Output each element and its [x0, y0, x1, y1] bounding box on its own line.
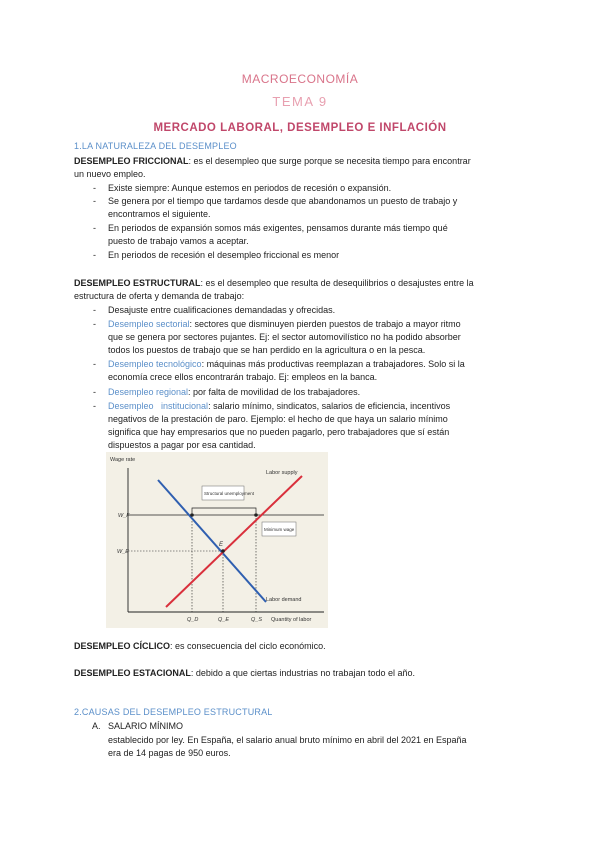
ytick-wf: W_F	[118, 513, 130, 519]
friccional-def-line2: un nuevo empleo.	[74, 169, 146, 179]
list-item-sectorial: - Desempleo sectorial: sectores que disminuyen pierden puestos de trabajo a mayor ritmo que se genera por sectores pujantes. Ej: el sector automovilístico no ha podido absorber todos los puestos de trabajo que se han perdido en la agricultura o en la pesca.	[93, 318, 526, 357]
ciclico-definition	[74, 640, 526, 653]
subheading-a-marker: A.	[92, 721, 101, 731]
tecnologico-line2: economía crece ellos encontrarán trabajo. Ej: empleos en la banca.	[108, 372, 378, 382]
estacional-term: DESEMPLEO ESTACIONAL	[74, 668, 191, 678]
estacional-def: : debido a que ciertas industrias no trabajan todo el año.	[190, 668, 415, 678]
estructural-term: DESEMPLEO ESTRUCTURAL	[74, 278, 201, 288]
point-qd	[190, 513, 194, 517]
list-item: - Existe siempre: Aunque estemos en periodos de recesión o expansión.	[93, 182, 526, 195]
list-item-institucional: - Desempleo institucional: salario mínimo, sindicatos, salarios de eficiencia, incentivos negativos de la prestación de paro. Ejemplo: el hecho de que haya un salario mínimo significa que hay empresarios que no pueden pagarlo, pero trabajadores que sí están dispuestos a pagar por esa cantidad.	[93, 400, 526, 452]
list-item-regional: - Desempleo regional: por falta de movilidad de los trabajadores.	[93, 387, 361, 397]
estructural-definition	[74, 277, 526, 303]
list-item: - En periodos de recesión el desempleo friccional es menor	[93, 249, 526, 262]
friccional-term: DESEMPLEO FRICCIONAL	[74, 156, 189, 166]
structural-annotation-text: Structural unemployment	[204, 491, 255, 496]
tema-heading: TEMA 9	[272, 94, 328, 109]
xlabel: Quantity of labor	[271, 617, 312, 623]
tecnologico-line1: : máquinas más productivas reemplazan a trabajadores. Solo si la	[201, 359, 465, 369]
supply-label: Labor supply	[266, 470, 298, 476]
xtick-qe: Q_E	[218, 617, 230, 623]
salario-minimo-line2: era de 14 pagas de 950 euros.	[108, 748, 231, 758]
ciclico-term: DESEMPLEO CÍCLICO	[74, 641, 171, 651]
point-equilibrium	[221, 549, 225, 553]
list-item: - En periodos de expansión somos más exigentes, pensamos durante más tiempo qué puesto de trabajo vamos a aceptar.	[93, 222, 526, 248]
ytick-we: W_E	[117, 549, 129, 555]
ylabel-line1: Wage rate	[110, 457, 136, 463]
friccional-def-line1: : es el desempleo que surge porque se necesita tiempo para encontrar	[188, 156, 471, 166]
list-item-text: Desajuste entre cualificaciones demandadas y ofrecidas.	[108, 305, 336, 315]
institucional-line4: dispuestos a pagar por esa cantidad.	[108, 440, 256, 450]
institucional-label: Desempleo institucional	[108, 401, 209, 411]
sectorial-line1: : sectores que disminuyen pierden puestos de trabajo a mayor ritmo	[189, 319, 461, 329]
estacional-definition	[74, 667, 526, 680]
sectorial-line2: que se genera por sectores pujantes. Ej: el sector automovilístico no ha podido absorber	[108, 332, 461, 342]
salario-minimo-line1: establecido por ley. En España, el salario anual bruto mínimo en abril del 2021 en España	[108, 735, 467, 745]
point-qs	[254, 513, 258, 517]
tecnologico-label: Desempleo tecnológico	[108, 359, 202, 369]
list-item-text: En periodos de expansión somos más exigentes, pensamos durante más tiempo qué	[108, 223, 448, 233]
institucional-line3: significa que hay empresarios que no pueden pagarlo, pero trabajadores que sí están	[108, 427, 450, 437]
friccional-definition	[74, 155, 526, 181]
list-item-text: encontramos el siguiente.	[108, 209, 211, 219]
list-item-tecnologico: - Desempleo tecnológico: máquinas más productivas reemplazan a trabajadores. Solo si la economía crece ellos encontrarán trabajo. Ej: empleos en la banca.	[93, 358, 526, 384]
minimum-wage-annotation-text: Minimum wage	[264, 527, 295, 532]
institucional-line2: negativos de la prestación de paro. Ejemplo: el hecho de que haya un salario mínimo	[108, 414, 448, 424]
list-item-text: Existe siempre: Aunque estemos en periodos de recesión o expansión.	[108, 183, 392, 193]
sectorial-label: Desempleo sectorial	[108, 319, 190, 329]
institucional-line1: : salario mínimo, sindicatos, salarios de eficiencia, incentivos	[208, 401, 451, 411]
section-1-title: 1.LA NATURALEZA DEL DESEMPLEO	[74, 141, 237, 151]
subject-heading: MACROECONOMÍA	[241, 72, 359, 86]
section-2-title: 2.CAUSAS DEL DESEMPLEO ESTRUCTURAL	[74, 707, 273, 717]
estructural-def-line2: estructura de oferta y demanda de trabajo:	[74, 291, 245, 301]
subheading-a	[92, 720, 183, 733]
xtick-qs: Q_S	[251, 617, 263, 623]
xtick-qd: Q_D	[187, 617, 199, 623]
list-item-text: En periodos de recesión el desempleo friccional es menor	[108, 250, 340, 260]
list-item-text: Se genera por el tiempo que tardamos desde que abandonamos un puesto de trabajo y	[108, 196, 458, 206]
regional-line1: : por falta de movilidad de los trabajadores.	[188, 387, 361, 397]
list-item-text: puesto de trabajo vamos a aceptar.	[108, 236, 249, 246]
regional-label: Desempleo regional	[108, 387, 189, 397]
list-item: - Se genera por el tiempo que tardamos desde que abandonamos un puesto de trabajo y encontramos el siguiente.	[93, 195, 526, 221]
demand-label: Labor demand	[266, 597, 302, 603]
salario-minimo-text	[108, 734, 528, 760]
subheading-a-title: SALARIO MÍNIMO	[108, 721, 184, 731]
labor-market-chart	[106, 452, 328, 628]
estructural-def-line1: : es el desempleo que resulta de desequilibrios o desajustes entre la	[200, 278, 474, 288]
page-title: MERCADO LABORAL, DESEMPLEO E INFLACIÓN	[153, 122, 447, 134]
ciclico-def: : es consecuencia del ciclo económico.	[170, 641, 326, 651]
list-item: - Desajuste entre cualificaciones demandadas y ofrecidas.	[93, 304, 526, 317]
equilibrium-label: E	[219, 542, 224, 548]
sectorial-line3: todos los puestos de trabajo que se han perdido en la agricultura o en la pesca.	[108, 345, 426, 355]
